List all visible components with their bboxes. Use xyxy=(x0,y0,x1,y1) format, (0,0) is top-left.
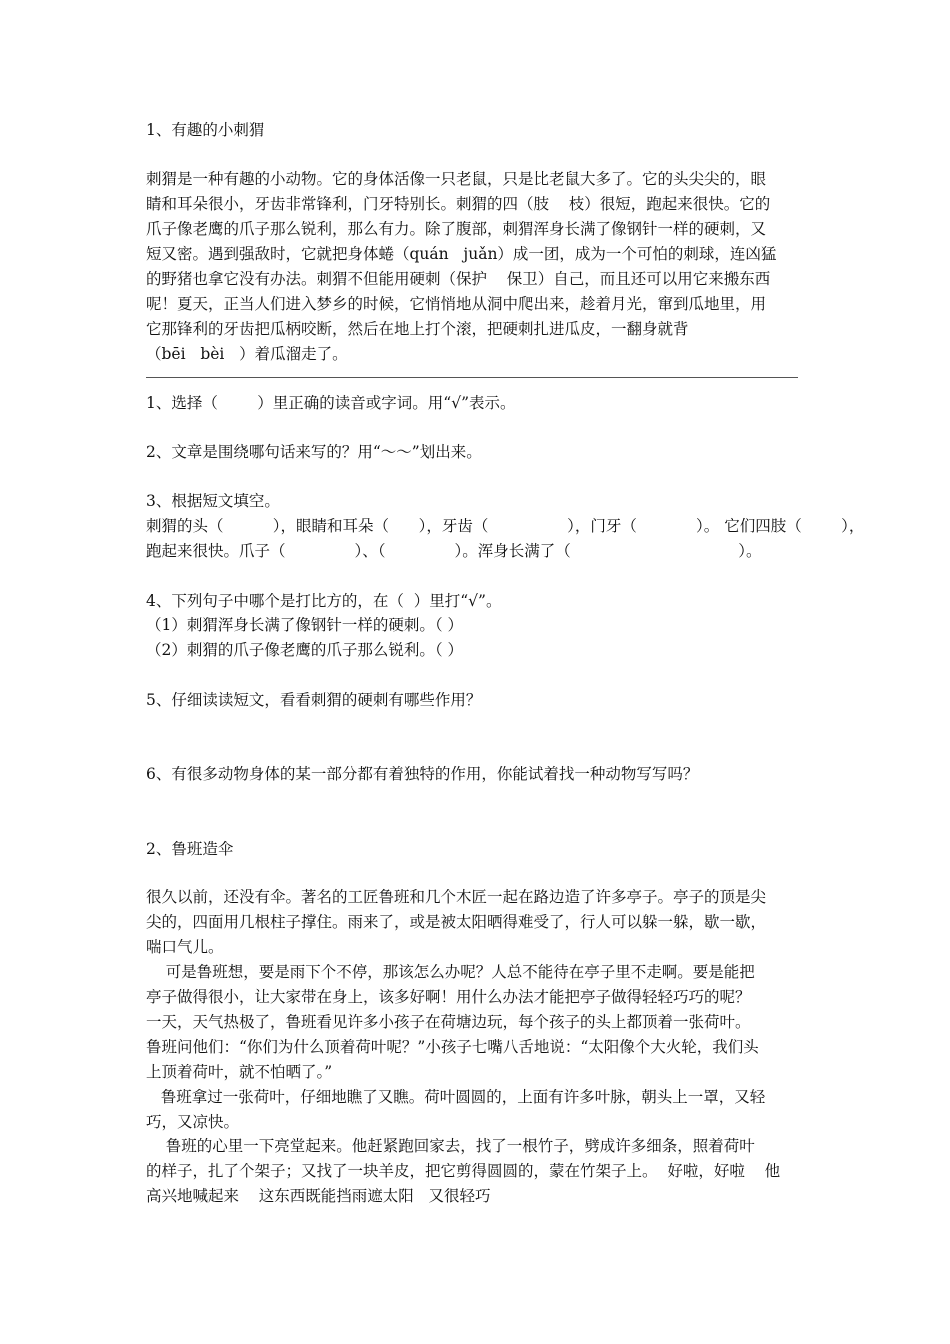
section2-passage-line: 高兴地喊起来 这东西既能挡雨遮太阳 又很轻巧 xyxy=(146,1187,491,1205)
section2-passage-line: 鲁班的心里一下亮堂起来。他赶紧跑回家去，找了一根竹子，劈成许多细条，照着荷叶 xyxy=(146,1137,755,1155)
section1-passage-line: 爪子像老鹰的爪子那么锐利，那么有力。除了腹部，刺猬浑身长满了像钢针一样的硬刺，又 xyxy=(146,220,767,238)
section2-passage-line: 亭子做得很小，让大家带在身上，该多好啊！用什么办法才能把亭子做得轻轻巧巧的呢？ xyxy=(146,988,751,1006)
question-4-option: （1）刺猬浑身长满了像钢针一样的硬刺。（ ） xyxy=(146,616,464,634)
section1-passage-line: （bēi bèi ）着瓜溜走了。 xyxy=(146,345,348,363)
section1-passage-line: 呢！夏天，正当人们进入梦乡的时候，它悄悄地从洞中爬出来，趁着月光，窜到瓜地里，用 xyxy=(146,295,767,313)
question-5: 5、仔细读读短文，看看刺猬的硬刺有哪些作用？ xyxy=(146,691,482,709)
section2-title: 2、鲁班造伞 xyxy=(146,840,234,858)
section2-passage-line: 鲁班拿过一张荷叶，仔细地瞧了又瞧。荷叶圆圆的，上面有许多叶脉，朝头上一罩，又轻 xyxy=(146,1088,766,1106)
section2-passage-line: 巧，又凉快。 xyxy=(146,1113,240,1131)
section2-passage-line: 一天，天气热极了，鲁班看见许多小孩子在荷塘边玩，每个孩子的头上都顶着一张荷叶。 xyxy=(146,1013,751,1031)
question-3-fill-line: 刺猬的头（ ），眼睛和耳朵（ ），牙齿（ ），门牙（ ）。 它们四肢（ ）， xyxy=(146,517,865,535)
divider-line xyxy=(146,377,798,378)
section2-passage-line: 尖的，四面用几根柱子撑住。雨来了，或是被太阳晒得难受了，行人可以躲一躲，歇一歇， xyxy=(146,913,767,931)
question-6: 6、有很多动物身体的某一部分都有着独特的作用，你能试着找一种动物写写吗？ xyxy=(146,765,699,783)
section1-title: 1、有趣的小刺猬 xyxy=(146,121,265,139)
section1-passage-line: 短又密。遇到强敌时，它就把身体蜷（quán juǎn）成一团，成为一个可怕的刺球，连凶猛 xyxy=(146,245,777,263)
section2-passage-line: 可是鲁班想，要是雨下个不停，那该怎么办呢？人总不能待在亭子里不走啊。要是能把 xyxy=(146,963,755,981)
section2-passage-line: 鲁班问他们：“你们为什么顶着荷叶呢？”小孩子七嘴八舌地说：“太阳像个大火轮，我们头 xyxy=(146,1038,759,1056)
question-4: 4、下列句子中哪个是打比方的，在（ ）里打“√”。 xyxy=(146,592,502,610)
question-1: 1、选择（ ）里正确的读音或字词。用“√”表示。 xyxy=(146,394,516,412)
section2-passage-line: 的样子，扎了个架子；又找了一块羊皮，把它剪得圆圆的，蒙在竹架子上。 好啦，好啦 他 xyxy=(146,1162,781,1180)
section2-passage-line: 喘口气儿。 xyxy=(146,938,224,956)
question-3: 3、根据短文填空。 xyxy=(146,492,280,510)
section2-passage-line: 很久以前，还没有伞。著名的工匠鲁班和几个木匠一起在路边造了许多亭子。亭子的顶是尖 xyxy=(146,888,767,906)
section2-passage-line: 上顶着荷叶，就不怕晒了。” xyxy=(146,1063,333,1081)
section1-passage-line: 的野猪也拿它没有办法。刺猬不但能用硬刺（保护 保卫）自己，而且还可以用它来搬东西 xyxy=(146,270,771,288)
question-3-fill-line: 跑起来很快。爪子（ ）、（ ）。浑身长满了（ ）。 xyxy=(146,542,762,560)
section1-passage-line: 睛和耳朵很小，牙齿非常锋利，门牙特别长。刺猬的四（肢 枝）很短，跑起来很快。它的 xyxy=(146,195,771,213)
section1-passage-line: 它那锋利的牙齿把瓜柄咬断，然后在地上打个滚，把硬刺扎进瓜皮，一翻身就背 xyxy=(146,320,689,338)
section1-passage-line: 刺猬是一种有趣的小动物。它的身体活像一只老鼠，只是比老鼠大多了。它的头尖尖的，眼 xyxy=(146,170,767,188)
question-4-option: （2）刺猬的爪子像老鹰的爪子那么锐利。（ ） xyxy=(146,641,464,659)
question-2: 2、文章是围绕哪句话来写的？用“～～”划出来。 xyxy=(146,443,482,461)
